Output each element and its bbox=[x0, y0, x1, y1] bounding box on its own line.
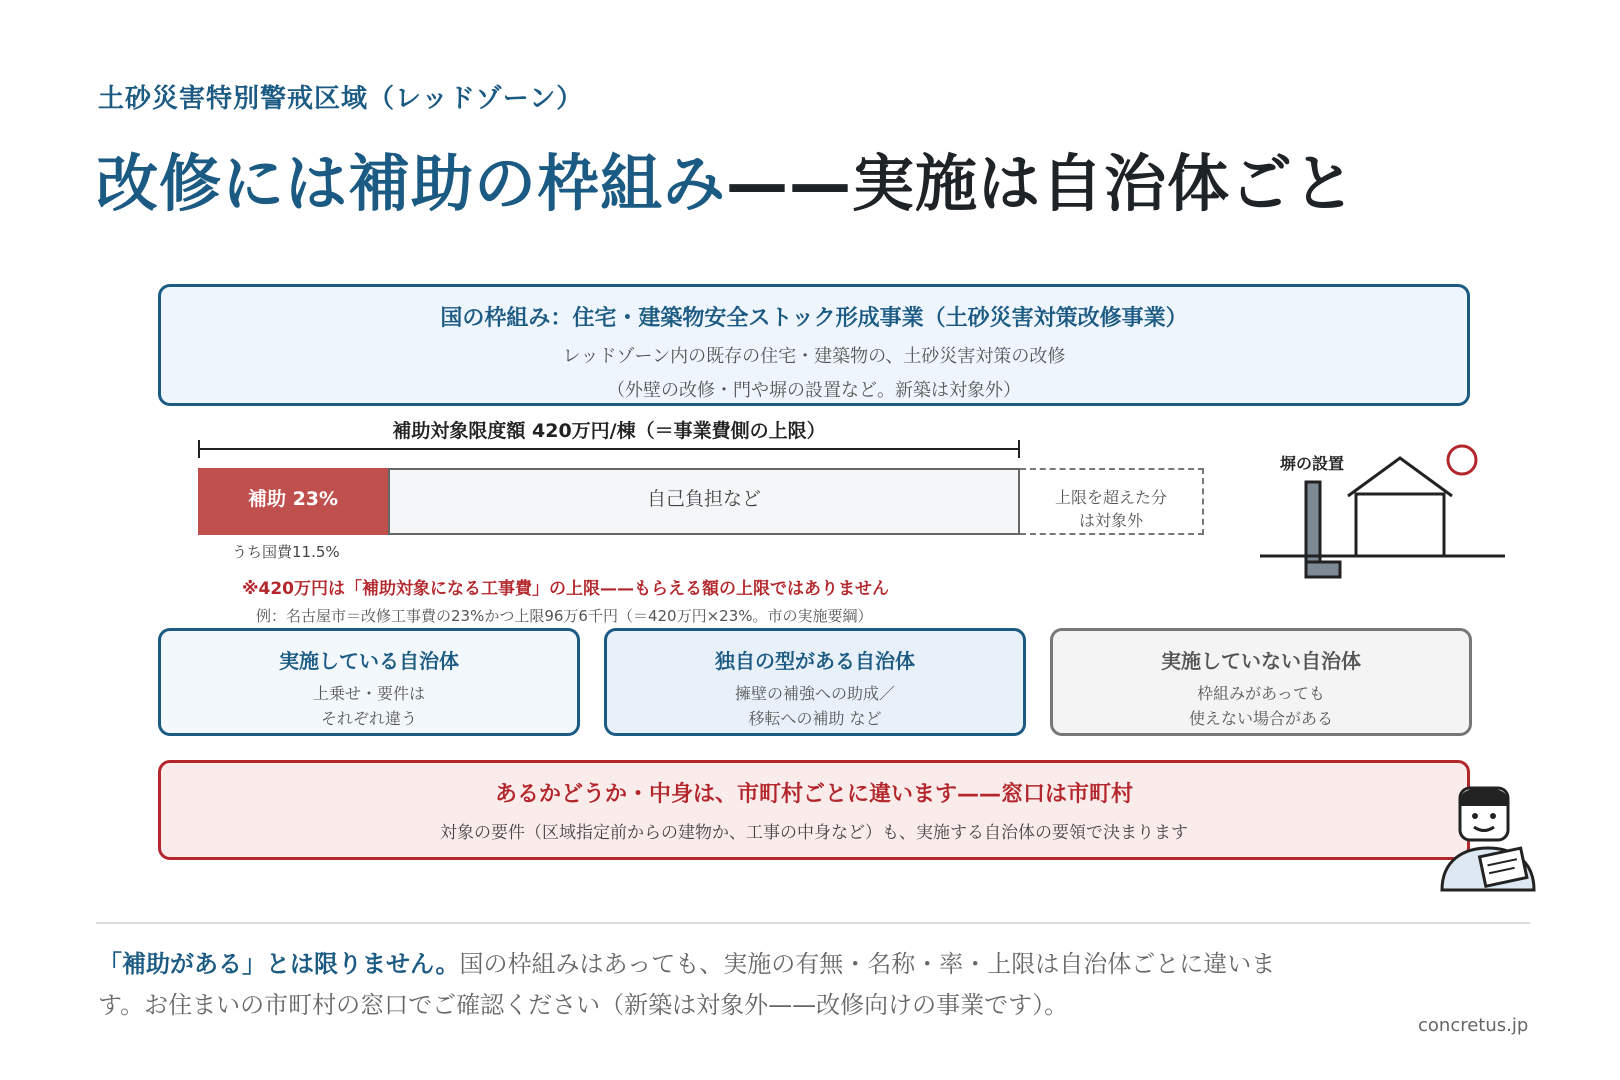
house-icon bbox=[1348, 458, 1452, 556]
limit-label: 補助対象限度額 420万円/棟（＝事業費側の上限） bbox=[392, 420, 826, 442]
card-body: 上乗せ・要件は それぞれ違う bbox=[312, 684, 425, 728]
municipality-warning-box bbox=[158, 760, 1470, 860]
national-heading: 国の枠組み：住宅・建築物安全ストック形成事業（土砂災害対策改修事業） bbox=[440, 306, 1188, 331]
national-line1: レッドゾーン内の既存の住宅・建築物の、土砂災害対策の改修 bbox=[562, 346, 1066, 367]
title-dark: ——実施は自治体ごと bbox=[726, 147, 1357, 220]
over-limit-bar bbox=[1020, 468, 1204, 535]
footer-note bbox=[98, 944, 1298, 1026]
wall-icon bbox=[1306, 482, 1340, 577]
page-kicker: 土砂災害特別警戒区域（レッドゾーン） bbox=[98, 84, 584, 114]
card-heading: 実施している自治体 bbox=[279, 649, 459, 673]
footer-text: 国の枠組みはあっても、実施の有無・名称・率・上限は自治体ごとに違います。お住まいの市町村の窓口でご確認ください（新築は対象外——改修向けの事業です）。 bbox=[98, 950, 1276, 1019]
limit-note: ※420万円は「補助対象になる工事費」の上限——もらえる額の上限ではありません bbox=[242, 579, 890, 599]
self-pay-bar: 自己負担など bbox=[388, 468, 1020, 535]
card-implementing bbox=[158, 628, 580, 736]
national-framework-box bbox=[158, 284, 1470, 406]
card-heading: 独自の型がある自治体 bbox=[715, 649, 915, 673]
page-title bbox=[96, 134, 1356, 223]
card-heading: 実施していない自治体 bbox=[1161, 649, 1361, 673]
card-unique bbox=[604, 628, 1026, 736]
kokuhi-note: うち国費11.5% bbox=[232, 543, 340, 561]
wall-house-illustration bbox=[1250, 438, 1510, 583]
footer-emphasis: 「補助がある」とは限りません。 bbox=[98, 950, 460, 978]
person-with-document-icon bbox=[1438, 786, 1538, 892]
wall-label: 塀の設置 bbox=[1280, 454, 1345, 473]
subsidy-bar: 補助 23% bbox=[198, 468, 388, 535]
title-blue: 改修には補助の枠組み bbox=[96, 147, 727, 220]
warning-body: 対象の要件（区域指定前からの建物か、工事の中身など）も、実施する自治体の要領で決まります bbox=[440, 823, 1188, 843]
over-limit-label: 上限を超えた分 は対象外 bbox=[1054, 488, 1167, 531]
card-not-implementing bbox=[1050, 628, 1472, 736]
nagoya-example: 例：名古屋市＝改修工事費の23%かつ上限96万6千円（＝420万円×23%。市の実施要綱） bbox=[256, 607, 873, 625]
divider bbox=[96, 922, 1530, 924]
card-body: 擁壁の補強への助成／ 移転への補助 など bbox=[734, 684, 895, 728]
card-body: 枠組みがあっても 使えない場合がある bbox=[1188, 684, 1333, 728]
national-line2: （外壁の改修・門や塀の設置など。新築は対象外） bbox=[607, 380, 1021, 401]
warning-heading: あるかどうか・中身は、市町村ごとに違います——窓口は市町村 bbox=[494, 782, 1133, 807]
limit-bracket bbox=[198, 438, 1020, 460]
site-credit: concretus.jp bbox=[1418, 1015, 1529, 1036]
circle-ok-icon bbox=[1448, 446, 1476, 474]
